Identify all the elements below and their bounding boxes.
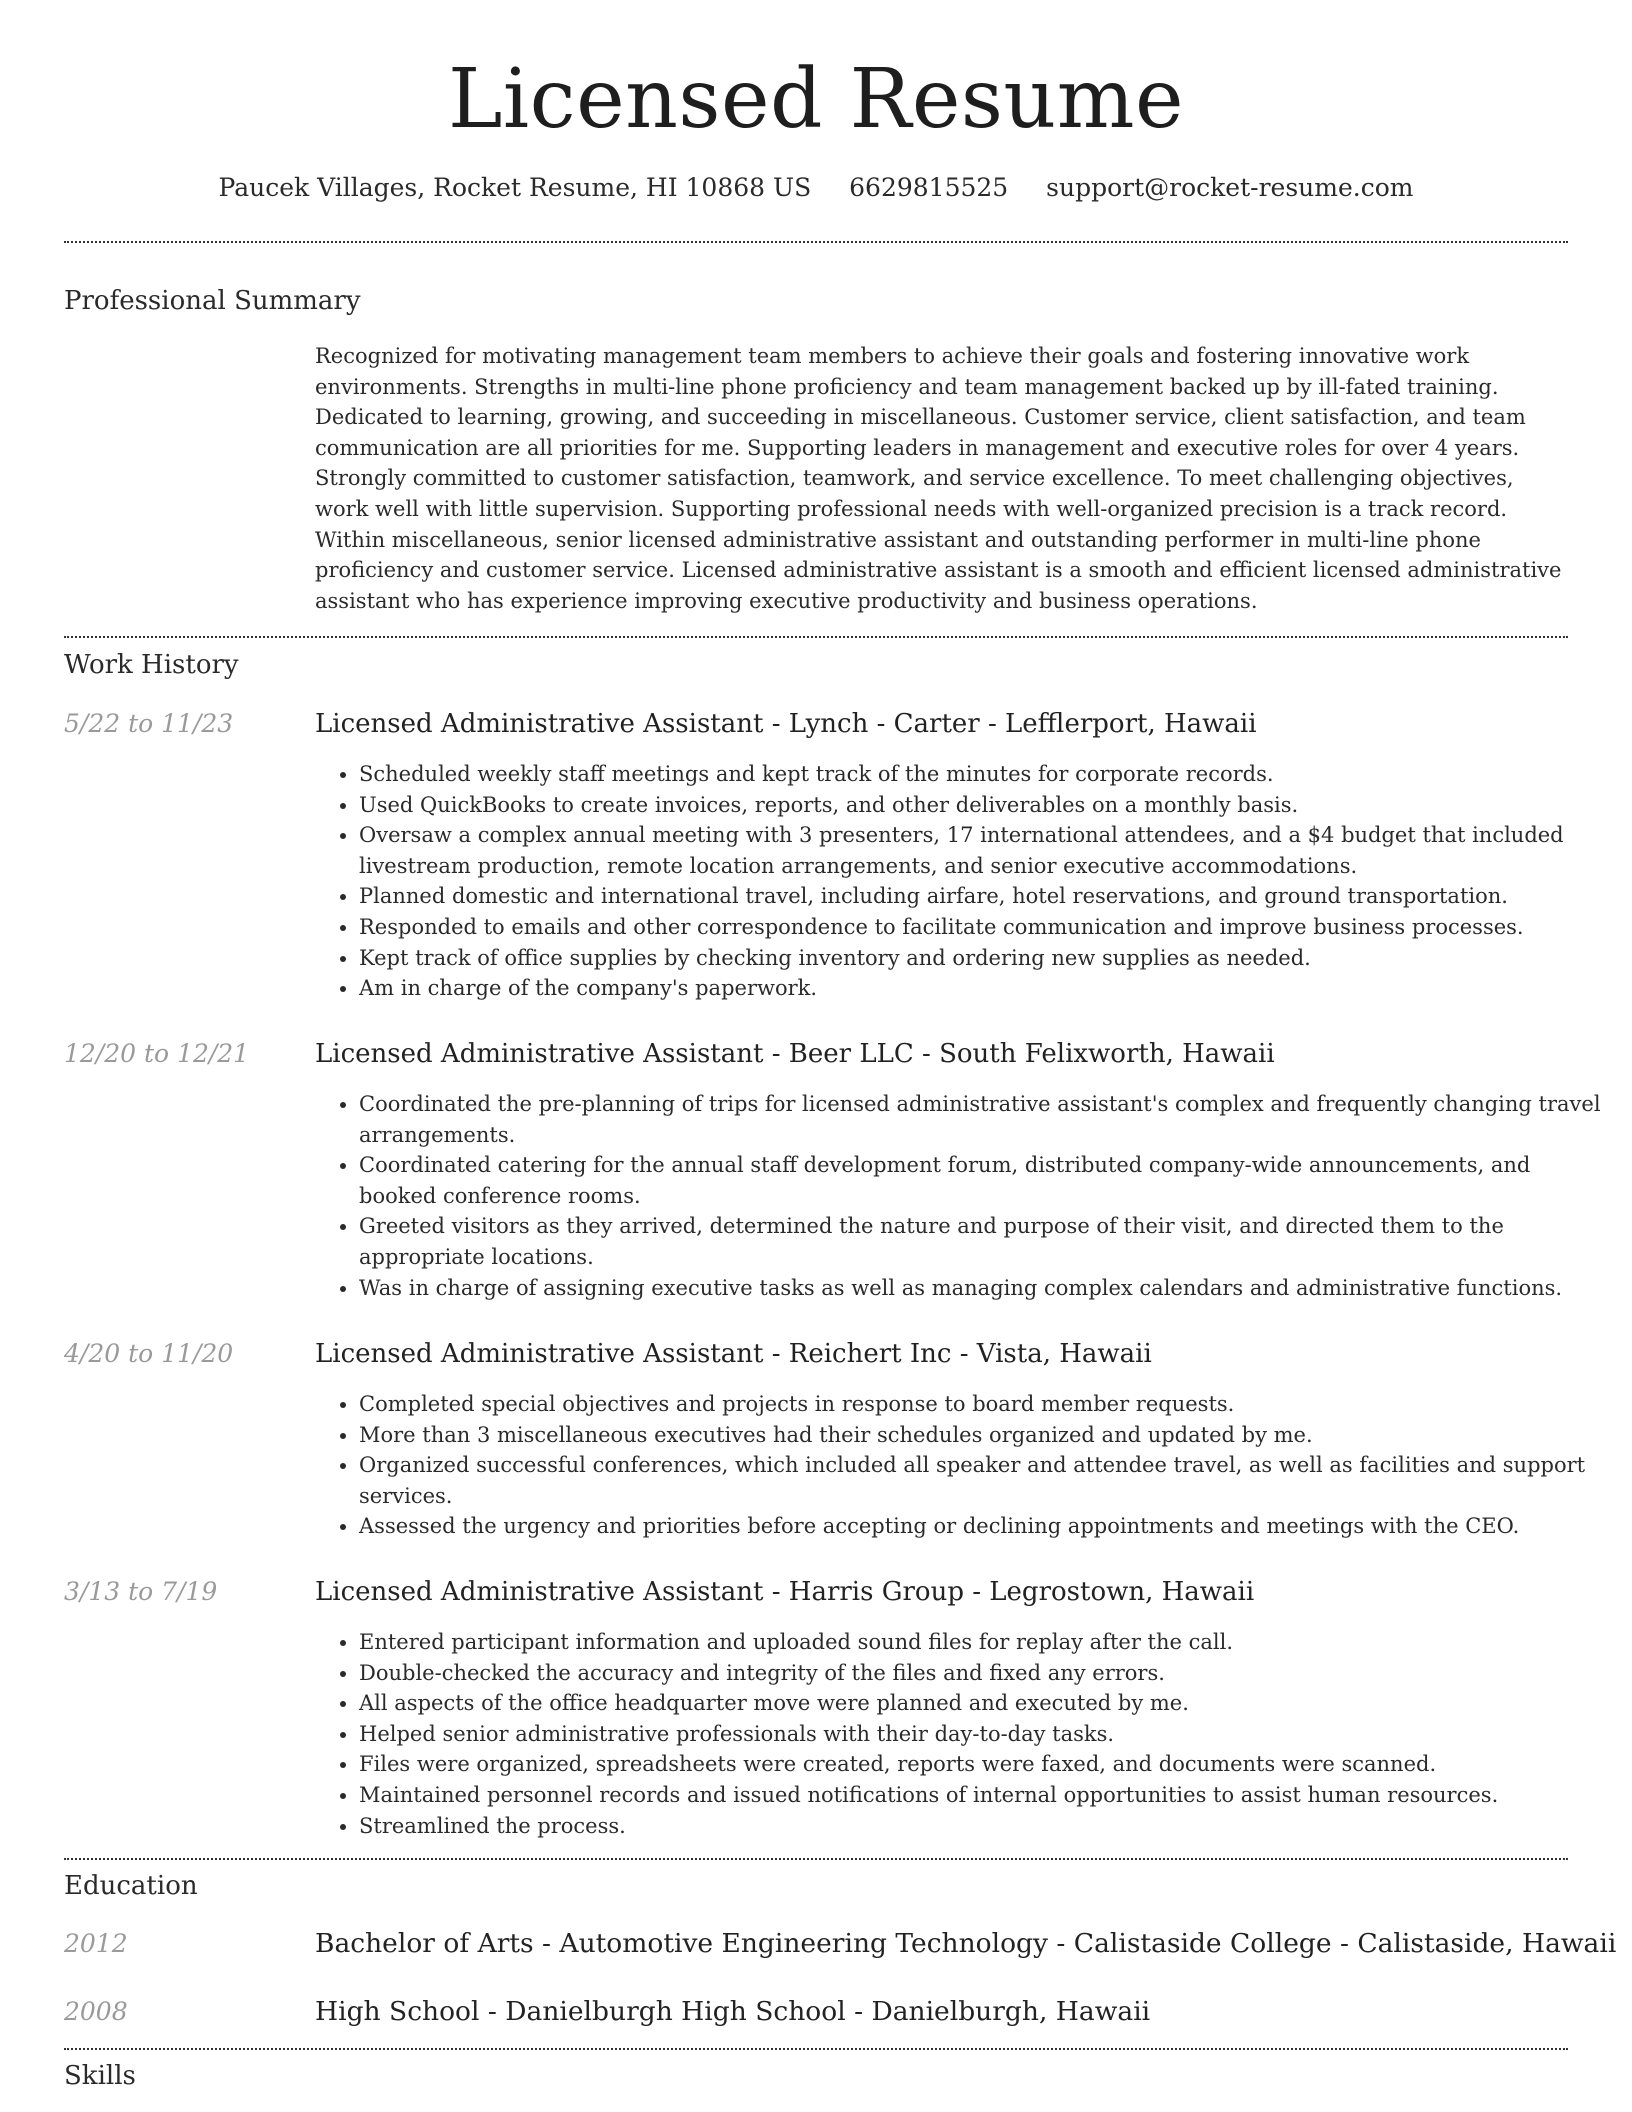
bullet-item: • Entered participant information and uploaded sound files for replay after the call. bbox=[359, 1627, 1612, 1658]
job-date: 5/22 to 11/23 bbox=[64, 709, 234, 738]
bullet-item: • Assessed the urgency and priorities before accepting or declining appointments and meetings with the CEO. bbox=[359, 1511, 1612, 1542]
bullet-item: • Scheduled weekly staff meetings and kept track of the minutes for corporate records. bbox=[359, 759, 1612, 790]
job-bullets bbox=[315, 759, 1612, 1004]
job-bullets bbox=[315, 1389, 1612, 1542]
bullet-item: • Was in charge of assigning executive tasks as well as managing complex calendars and administrative functions. bbox=[359, 1273, 1612, 1304]
bullet-item: • Helped senior administrative professionals with their day-to-day tasks. bbox=[359, 1719, 1612, 1750]
job-bullets bbox=[315, 1089, 1612, 1303]
skills-section-title: Skills bbox=[64, 2061, 136, 2091]
summary-text: Recognized for motivating management team members to achieve their goals and fostering innovative work environments. Strengths in multi-line phone proficiency and team management backed up by ill-fated training. Dedicated to learning, growing, and succeeding in miscellaneous. Customer service, client satisfaction, and team communication are all priorities for me. Supporting leaders in management and executive roles for over 4 years. Strongly committed to customer satisfaction, teamwork, and service excellence. To meet challenging objectives, work well with little supervision. Supporting professional needs with well-organized precision is a track record. Within miscellaneous, senior licensed administrative assistant and outstanding performer in multi-line phone proficiency and customer service. Licensed administrative assistant is a smooth and efficient licensed administrative assistant who has experience improving executive productivity and business operations. bbox=[315, 344, 1562, 613]
education-entry bbox=[64, 1927, 1617, 1967]
bullet-item: • Coordinated the pre-planning of trips for licensed administrative assistant's complex and frequently changing travel arrangements. bbox=[359, 1089, 1612, 1150]
contact-address: Paucek Villages, Rocket Resume, HI 10868 US bbox=[218, 173, 812, 202]
bullet-item: • Files were organized, spreadsheets were created, reports were faxed, and documents were scanned. bbox=[359, 1749, 1612, 1780]
education-entry bbox=[64, 1995, 1568, 2035]
bullet-item: • Kept track of office supplies by checking inventory and ordering new supplies as needed. bbox=[359, 943, 1612, 974]
education-heading: Bachelor of Arts - Automotive Engineering Technology - Calistaside College - Calistaside, Hawaii bbox=[315, 1928, 1617, 1959]
job-date: 12/20 to 12/21 bbox=[64, 1039, 250, 1068]
resume-name: Licensed Resume bbox=[447, 52, 1185, 147]
job-date: 3/13 to 7/19 bbox=[64, 1577, 218, 1606]
contact-phone: 6629815525 bbox=[849, 173, 1009, 202]
bullet-item: • Coordinated catering for the annual staff development forum, distributed company-wide announcements, and booked conference rooms. bbox=[359, 1150, 1612, 1211]
bullet-item: • Responded to emails and other correspondence to facilitate communication and improve business processes. bbox=[359, 912, 1612, 943]
education-heading: High School - Danielburgh High School - Danielburgh, Hawaii bbox=[315, 1996, 1151, 2027]
bullet-item: • Planned domestic and international travel, including airfare, hotel reservations, and ground transportation. bbox=[359, 881, 1612, 912]
contact-line bbox=[0, 172, 1632, 204]
bullet-item: • Am in charge of the company's paperwork. bbox=[359, 973, 1612, 1004]
divider bbox=[64, 1858, 1568, 1860]
education-date: 2012 bbox=[64, 1929, 128, 1958]
bullet-item: • Organized successful conferences, which included all speaker and attendee travel, as well as facilities and support services. bbox=[359, 1450, 1612, 1511]
bullet-item: • Oversaw a complex annual meeting with 3 presenters, 17 international attendees, and a $4 budget that included livestream production, remote location arrangements, and senior executive accommodations. bbox=[359, 820, 1612, 881]
bullet-item: • Maintained personnel records and issued notifications of internal opportunities to assist human resources. bbox=[359, 1780, 1612, 1811]
divider bbox=[64, 2048, 1568, 2050]
divider bbox=[64, 636, 1568, 638]
divider bbox=[64, 241, 1568, 243]
bullet-item: • Double-checked the accuracy and integrity of the files and fixed any errors. bbox=[359, 1658, 1612, 1689]
bullet-item: • Greeted visitors as they arrived, determined the nature and purpose of their visit, and directed them to the appropriate locations. bbox=[359, 1211, 1612, 1272]
work-section-title: Work History bbox=[64, 650, 239, 680]
education-section-title: Education bbox=[64, 1871, 198, 1901]
job-title: Licensed Administrative Assistant - Beer LLC - South Felixworth, Hawaii bbox=[315, 1039, 1275, 1069]
contact-email: support@rocket-resume.com bbox=[1046, 173, 1414, 202]
bullet-item: • All aspects of the office headquarter move were planned and executed by me. bbox=[359, 1688, 1612, 1719]
job-date: 4/20 to 11/20 bbox=[64, 1339, 234, 1368]
bullet-item: • More than 3 miscellaneous executives had their schedules organized and updated by me. bbox=[359, 1420, 1612, 1451]
job-bullets bbox=[315, 1627, 1612, 1841]
bullet-item: • Streamlined the process. bbox=[359, 1811, 1612, 1842]
job-title: Licensed Administrative Assistant - Reichert Inc - Vista, Hawaii bbox=[315, 1339, 1152, 1369]
bullet-item: • Completed special objectives and projects in response to board member requests. bbox=[359, 1389, 1612, 1420]
job-title: Licensed Administrative Assistant - Lynch - Carter - Lefflerport, Hawaii bbox=[315, 709, 1257, 739]
job-title: Licensed Administrative Assistant - Harris Group - Legrostown, Hawaii bbox=[315, 1577, 1255, 1607]
summary-section-title: Professional Summary bbox=[64, 286, 361, 316]
education-date: 2008 bbox=[64, 1997, 128, 2026]
bullet-item: • Used QuickBooks to create invoices, reports, and other deliverables on a monthly basis. bbox=[359, 790, 1612, 821]
